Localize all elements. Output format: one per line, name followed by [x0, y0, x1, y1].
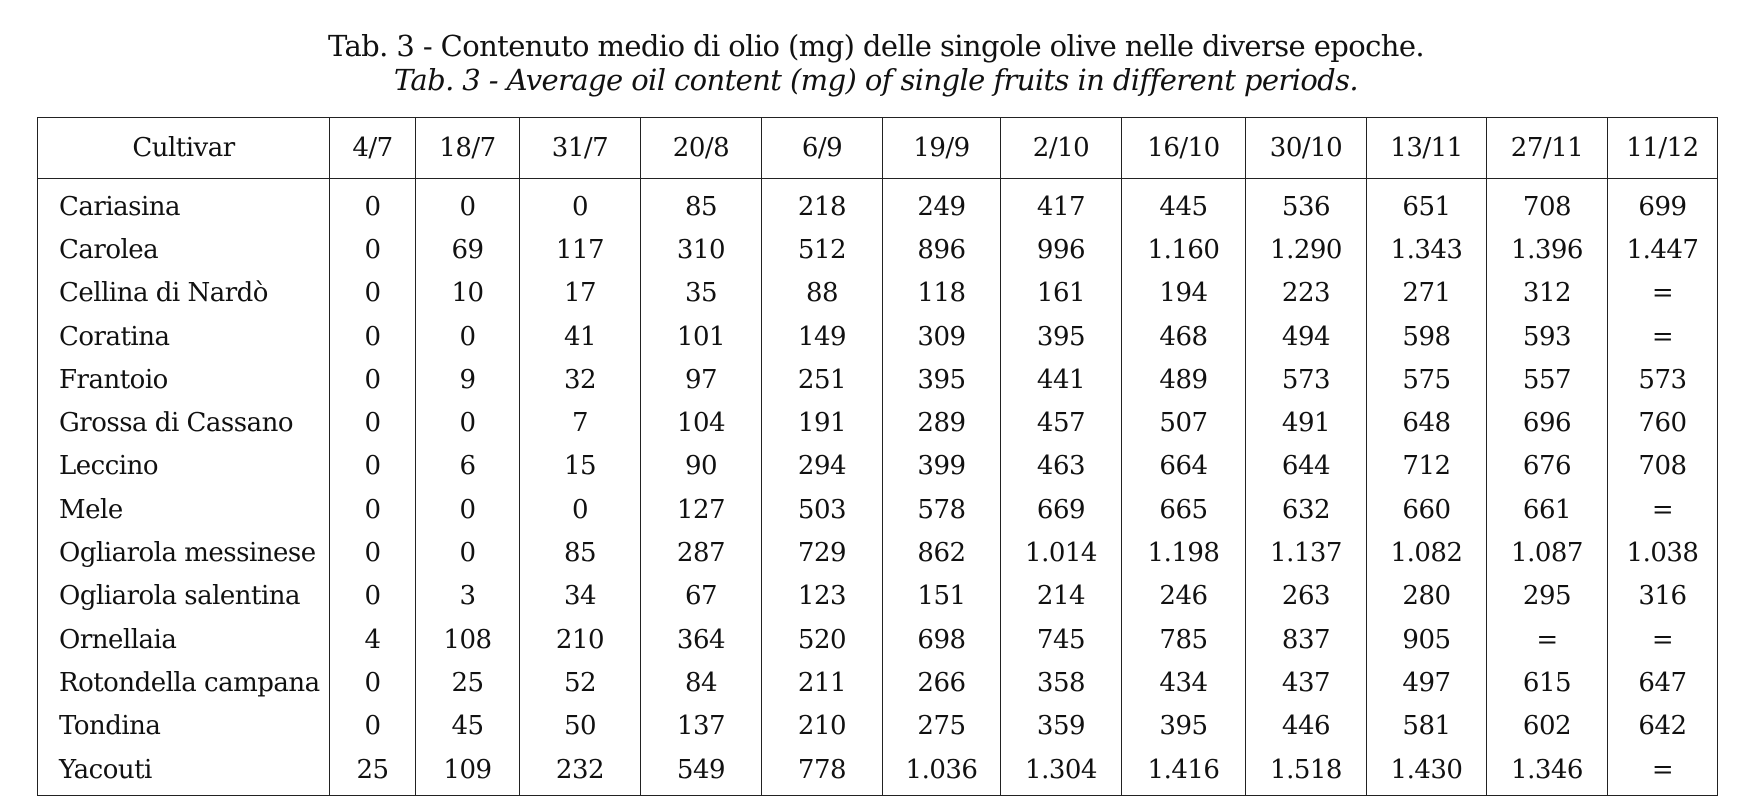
- oil-value-cell: 497: [1367, 661, 1487, 704]
- oil-value-cell: 699: [1608, 179, 1718, 229]
- oil-value-cell: 151: [883, 575, 1001, 618]
- oil-value-cell: 211: [762, 661, 883, 704]
- table-row: [38, 661, 1718, 704]
- table-header: [38, 118, 1718, 179]
- oil-value-cell: 437: [1246, 661, 1367, 704]
- oil-value-cell: 149: [762, 315, 883, 358]
- oil-value-cell: 0: [416, 488, 520, 531]
- oil-value-cell: 0: [330, 179, 416, 229]
- oil-value-cell: 837: [1246, 618, 1367, 661]
- oil-value-cell: 316: [1608, 575, 1718, 618]
- oil-value-cell: 210: [762, 705, 883, 748]
- oil-value-cell: =: [1608, 272, 1718, 315]
- oil-value-cell: 294: [762, 445, 883, 488]
- oil-value-cell: 598: [1367, 315, 1487, 358]
- oil-value-cell: 210: [520, 618, 641, 661]
- table-body: [38, 179, 1718, 796]
- column-header-date: 20/8: [641, 118, 762, 179]
- cultivar-name-cell: Tondina: [38, 705, 330, 748]
- oil-content-table: [37, 117, 1718, 796]
- oil-value-cell: =: [1487, 618, 1608, 661]
- oil-value-cell: 0: [330, 445, 416, 488]
- column-header-date: 11/12: [1608, 118, 1718, 179]
- oil-value-cell: 289: [883, 401, 1001, 444]
- oil-value-cell: 0: [330, 531, 416, 574]
- table-row: [38, 748, 1718, 796]
- oil-value-cell: 6: [416, 445, 520, 488]
- cultivar-name-cell: Grossa di Cassano: [38, 401, 330, 444]
- cultivar-name-cell: Ornellaia: [38, 618, 330, 661]
- table-row: [38, 315, 1718, 358]
- column-header-date: 4/7: [330, 118, 416, 179]
- oil-value-cell: 364: [641, 618, 762, 661]
- oil-value-cell: =: [1608, 488, 1718, 531]
- oil-value-cell: 491: [1246, 401, 1367, 444]
- oil-value-cell: 665: [1122, 488, 1246, 531]
- oil-value-cell: 664: [1122, 445, 1246, 488]
- oil-value-cell: 0: [330, 661, 416, 704]
- oil-value-cell: 642: [1608, 705, 1718, 748]
- column-header-date: 18/7: [416, 118, 520, 179]
- oil-value-cell: 0: [330, 315, 416, 358]
- oil-value-cell: 434: [1122, 661, 1246, 704]
- oil-value-cell: 109: [416, 748, 520, 796]
- oil-value-cell: 399: [883, 445, 1001, 488]
- table-row: [38, 272, 1718, 315]
- oil-value-cell: 698: [883, 618, 1001, 661]
- table-row: [38, 228, 1718, 271]
- oil-value-cell: 573: [1608, 358, 1718, 401]
- cultivar-name-cell: Carolea: [38, 228, 330, 271]
- cultivar-name-cell: Yacouti: [38, 748, 330, 796]
- oil-value-cell: 4: [330, 618, 416, 661]
- oil-value-cell: 494: [1246, 315, 1367, 358]
- oil-value-cell: 117: [520, 228, 641, 271]
- oil-value-cell: 503: [762, 488, 883, 531]
- oil-value-cell: 1.198: [1122, 531, 1246, 574]
- oil-value-cell: 696: [1487, 401, 1608, 444]
- oil-value-cell: 161: [1001, 272, 1122, 315]
- oil-value-cell: 214: [1001, 575, 1122, 618]
- oil-value-cell: 661: [1487, 488, 1608, 531]
- oil-value-cell: 35: [641, 272, 762, 315]
- cultivar-name-cell: Leccino: [38, 445, 330, 488]
- oil-value-cell: 862: [883, 531, 1001, 574]
- column-header-date: 13/11: [1367, 118, 1487, 179]
- oil-value-cell: 0: [330, 358, 416, 401]
- cultivar-name-cell: Cellina di Nardò: [38, 272, 330, 315]
- oil-value-cell: 0: [330, 488, 416, 531]
- table-row: [38, 488, 1718, 531]
- oil-value-cell: 50: [520, 705, 641, 748]
- oil-value-cell: 708: [1487, 179, 1608, 229]
- oil-value-cell: 760: [1608, 401, 1718, 444]
- oil-value-cell: 0: [330, 705, 416, 748]
- table-row: [38, 445, 1718, 488]
- oil-value-cell: 275: [883, 705, 1001, 748]
- oil-value-cell: 97: [641, 358, 762, 401]
- oil-value-cell: 575: [1367, 358, 1487, 401]
- oil-value-cell: 445: [1122, 179, 1246, 229]
- oil-value-cell: 669: [1001, 488, 1122, 531]
- oil-value-cell: 310: [641, 228, 762, 271]
- oil-value-cell: 1.038: [1608, 531, 1718, 574]
- oil-value-cell: 905: [1367, 618, 1487, 661]
- oil-value-cell: 1.290: [1246, 228, 1367, 271]
- oil-value-cell: 118: [883, 272, 1001, 315]
- oil-value-cell: 0: [520, 488, 641, 531]
- oil-value-cell: 395: [1001, 315, 1122, 358]
- oil-value-cell: 395: [883, 358, 1001, 401]
- oil-value-cell: 593: [1487, 315, 1608, 358]
- oil-value-cell: 660: [1367, 488, 1487, 531]
- oil-value-cell: 249: [883, 179, 1001, 229]
- cultivar-name-cell: Ogliarola salentina: [38, 575, 330, 618]
- oil-value-cell: 312: [1487, 272, 1608, 315]
- oil-value-cell: 507: [1122, 401, 1246, 444]
- column-header-date: 19/9: [883, 118, 1001, 179]
- oil-value-cell: 3: [416, 575, 520, 618]
- oil-value-cell: 441: [1001, 358, 1122, 401]
- oil-value-cell: 88: [762, 272, 883, 315]
- oil-value-cell: 271: [1367, 272, 1487, 315]
- oil-value-cell: 712: [1367, 445, 1487, 488]
- oil-value-cell: 644: [1246, 445, 1367, 488]
- oil-value-cell: 896: [883, 228, 1001, 271]
- oil-value-cell: 295: [1487, 575, 1608, 618]
- oil-value-cell: 84: [641, 661, 762, 704]
- oil-value-cell: 651: [1367, 179, 1487, 229]
- oil-value-cell: 676: [1487, 445, 1608, 488]
- oil-value-cell: 69: [416, 228, 520, 271]
- oil-value-cell: 557: [1487, 358, 1608, 401]
- column-header-date: 30/10: [1246, 118, 1367, 179]
- oil-value-cell: 578: [883, 488, 1001, 531]
- oil-value-cell: 1.518: [1246, 748, 1367, 796]
- oil-value-cell: 232: [520, 748, 641, 796]
- oil-value-cell: 0: [416, 531, 520, 574]
- oil-value-cell: 25: [416, 661, 520, 704]
- oil-value-cell: 85: [520, 531, 641, 574]
- oil-value-cell: 648: [1367, 401, 1487, 444]
- oil-value-cell: 549: [641, 748, 762, 796]
- oil-value-cell: 778: [762, 748, 883, 796]
- oil-value-cell: 309: [883, 315, 1001, 358]
- oil-value-cell: 1.137: [1246, 531, 1367, 574]
- oil-value-cell: 41: [520, 315, 641, 358]
- oil-value-cell: 536: [1246, 179, 1367, 229]
- table-row: [38, 531, 1718, 574]
- oil-value-cell: 1.346: [1487, 748, 1608, 796]
- oil-value-cell: 251: [762, 358, 883, 401]
- oil-value-cell: 489: [1122, 358, 1246, 401]
- oil-value-cell: 1.430: [1367, 748, 1487, 796]
- cultivar-name-cell: Mele: [38, 488, 330, 531]
- oil-value-cell: 191: [762, 401, 883, 444]
- oil-value-cell: 127: [641, 488, 762, 531]
- header-row: [38, 118, 1718, 179]
- oil-value-cell: 1.447: [1608, 228, 1718, 271]
- oil-value-cell: 745: [1001, 618, 1122, 661]
- oil-value-cell: 9: [416, 358, 520, 401]
- oil-value-cell: 1.343: [1367, 228, 1487, 271]
- oil-value-cell: 32: [520, 358, 641, 401]
- table-row: [38, 618, 1718, 661]
- cultivar-name-cell: Coratina: [38, 315, 330, 358]
- oil-value-cell: 395: [1122, 705, 1246, 748]
- oil-value-cell: 615: [1487, 661, 1608, 704]
- table-row: [38, 358, 1718, 401]
- oil-value-cell: 708: [1608, 445, 1718, 488]
- oil-value-cell: =: [1608, 315, 1718, 358]
- oil-value-cell: 1.416: [1122, 748, 1246, 796]
- oil-value-cell: 1.082: [1367, 531, 1487, 574]
- cultivar-name-cell: Rotondella campana: [38, 661, 330, 704]
- oil-value-cell: 34: [520, 575, 641, 618]
- oil-value-cell: 223: [1246, 272, 1367, 315]
- oil-value-cell: 468: [1122, 315, 1246, 358]
- oil-value-cell: 0: [330, 575, 416, 618]
- oil-value-cell: 246: [1122, 575, 1246, 618]
- cultivar-name-cell: Ogliarola messinese: [38, 531, 330, 574]
- table-row: [38, 179, 1718, 229]
- oil-value-cell: 463: [1001, 445, 1122, 488]
- oil-value-cell: 85: [641, 179, 762, 229]
- oil-value-cell: 1.087: [1487, 531, 1608, 574]
- oil-value-cell: 280: [1367, 575, 1487, 618]
- oil-value-cell: 287: [641, 531, 762, 574]
- oil-value-cell: 1.014: [1001, 531, 1122, 574]
- oil-value-cell: 520: [762, 618, 883, 661]
- cultivar-name-cell: Frantoio: [38, 358, 330, 401]
- oil-value-cell: 729: [762, 531, 883, 574]
- oil-value-cell: 1.396: [1487, 228, 1608, 271]
- oil-value-cell: 996: [1001, 228, 1122, 271]
- oil-value-cell: 90: [641, 445, 762, 488]
- column-header-cultivar: Cultivar: [38, 118, 330, 179]
- oil-value-cell: 1.036: [883, 748, 1001, 796]
- column-header-date: 31/7: [520, 118, 641, 179]
- table-caption-english: Tab. 3 - Average oil content (mg) of single fruits in different periods.: [393, 63, 1359, 97]
- oil-value-cell: 602: [1487, 705, 1608, 748]
- oil-value-cell: 7: [520, 401, 641, 444]
- oil-value-cell: =: [1608, 748, 1718, 796]
- oil-value-cell: 417: [1001, 179, 1122, 229]
- oil-value-cell: 45: [416, 705, 520, 748]
- oil-value-cell: 10: [416, 272, 520, 315]
- oil-value-cell: 0: [416, 179, 520, 229]
- oil-value-cell: 0: [416, 315, 520, 358]
- oil-value-cell: 512: [762, 228, 883, 271]
- oil-value-cell: 108: [416, 618, 520, 661]
- oil-value-cell: 104: [641, 401, 762, 444]
- oil-value-cell: 785: [1122, 618, 1246, 661]
- oil-value-cell: 101: [641, 315, 762, 358]
- oil-value-cell: 266: [883, 661, 1001, 704]
- oil-value-cell: 446: [1246, 705, 1367, 748]
- oil-value-cell: 647: [1608, 661, 1718, 704]
- table-row: [38, 401, 1718, 444]
- oil-value-cell: 263: [1246, 575, 1367, 618]
- oil-value-cell: 573: [1246, 358, 1367, 401]
- oil-value-cell: 0: [330, 272, 416, 315]
- oil-value-cell: 632: [1246, 488, 1367, 531]
- column-header-date: 6/9: [762, 118, 883, 179]
- oil-value-cell: =: [1608, 618, 1718, 661]
- table-row: [38, 705, 1718, 748]
- oil-value-cell: 137: [641, 705, 762, 748]
- column-header-date: 2/10: [1001, 118, 1122, 179]
- oil-value-cell: 218: [762, 179, 883, 229]
- oil-value-cell: 15: [520, 445, 641, 488]
- oil-value-cell: 52: [520, 661, 641, 704]
- oil-value-cell: 358: [1001, 661, 1122, 704]
- oil-value-cell: 0: [330, 401, 416, 444]
- oil-value-cell: 0: [520, 179, 641, 229]
- oil-value-cell: 581: [1367, 705, 1487, 748]
- oil-value-cell: 1.160: [1122, 228, 1246, 271]
- oil-value-cell: 0: [416, 401, 520, 444]
- oil-value-cell: 67: [641, 575, 762, 618]
- oil-value-cell: 123: [762, 575, 883, 618]
- oil-value-cell: 194: [1122, 272, 1246, 315]
- cultivar-name-cell: Cariasina: [38, 179, 330, 229]
- oil-value-cell: 0: [330, 228, 416, 271]
- oil-value-cell: 25: [330, 748, 416, 796]
- oil-value-cell: 17: [520, 272, 641, 315]
- table-row: [38, 575, 1718, 618]
- oil-value-cell: 359: [1001, 705, 1122, 748]
- oil-value-cell: 457: [1001, 401, 1122, 444]
- column-header-date: 16/10: [1122, 118, 1246, 179]
- column-header-date: 27/11: [1487, 118, 1608, 179]
- table-caption-italian: Tab. 3 - Contenuto medio di olio (mg) delle singole olive nelle diverse epoche.: [327, 29, 1425, 63]
- oil-value-cell: 1.304: [1001, 748, 1122, 796]
